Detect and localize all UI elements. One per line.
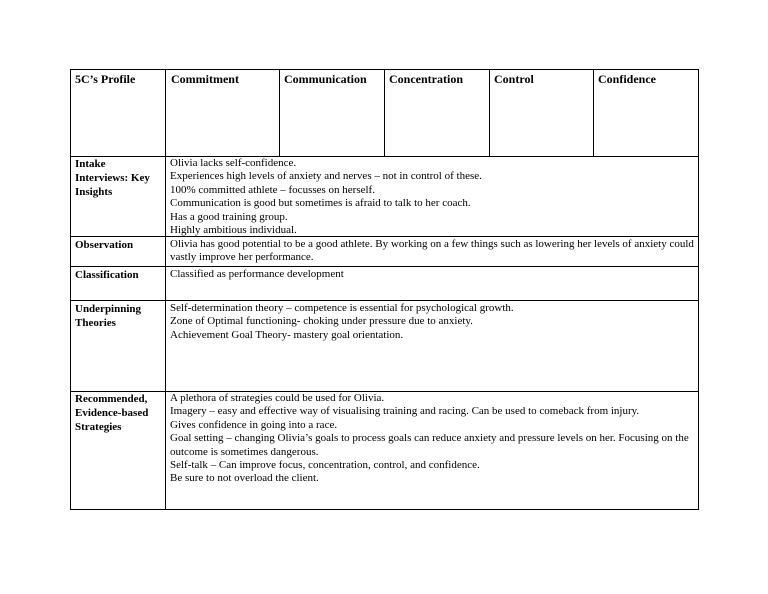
text-line: Goal setting – changing Olivia’s goals to process goals can reduce anxiety and pressure levels on her. Focusing on the outcome is sometimes dangerous. bbox=[170, 432, 689, 458]
header-control: Control bbox=[494, 72, 534, 86]
text-line: Has a good training group. bbox=[170, 210, 288, 223]
text-line: Gives confidence in going into a race. bbox=[170, 418, 338, 431]
row-label-intake: Intake Interviews: Key Insights bbox=[75, 158, 150, 198]
text-line: Olivia has good potential to be a good athlete. By working on a few things such as lowering her levels of anxiety could vastly improve her performance. bbox=[170, 238, 694, 264]
text-line: Imagery – easy and effective way of visualising training and racing. Can be used to comeback from injury. bbox=[170, 405, 640, 418]
text-line: Highly ambitious individual. bbox=[170, 224, 297, 237]
row-text-classification bbox=[170, 268, 694, 281]
header-profile: 5C’s Profile bbox=[75, 72, 136, 86]
column-divider bbox=[384, 69, 385, 157]
text-line: Achievement Goal Theory- mastery goal orientation. bbox=[170, 328, 404, 341]
header-confidence: Confidence bbox=[598, 72, 656, 86]
header-commitment: Commitment bbox=[171, 72, 239, 86]
row-label-observation: Observation bbox=[75, 239, 134, 251]
row-text-strategies bbox=[170, 392, 694, 486]
row-text-observation bbox=[170, 238, 694, 265]
row-label-theories: Underpinning Theories bbox=[75, 303, 142, 329]
header-communication: Communication bbox=[284, 72, 367, 86]
text-line: 100% committed athlete – focusses on herself. bbox=[170, 183, 375, 196]
row-text-theories bbox=[170, 302, 694, 342]
text-line: Zone of Optimal functioning- choking under pressure due to anxiety. bbox=[170, 315, 473, 328]
text-line: Classified as performance development bbox=[170, 268, 344, 280]
text-line: Be sure to not overload the client. bbox=[170, 472, 319, 485]
text-line: Communication is good but sometimes is afraid to talk to her coach. bbox=[170, 197, 471, 210]
text-line: Self-determination theory – competence is essential for psychological growth. bbox=[170, 302, 514, 314]
text-line: Olivia lacks self-confidence. bbox=[170, 157, 297, 169]
row-label-classification: Classification bbox=[75, 269, 139, 281]
column-divider bbox=[593, 69, 594, 157]
column-divider bbox=[489, 69, 490, 157]
text-line: Experiences high levels of anxiety and nerves – not in control of these. bbox=[170, 170, 482, 183]
header-concentration: Concentration bbox=[389, 72, 463, 86]
column-divider bbox=[279, 69, 280, 157]
row-label-strategies: Recommended, Evidence-based Strategies bbox=[75, 393, 149, 433]
row-text-intake bbox=[170, 157, 694, 237]
text-line: A plethora of strategies could be used for Olivia. bbox=[170, 392, 385, 404]
column-divider bbox=[165, 69, 166, 510]
text-line: Self-talk – Can improve focus, concentration, control, and confidence. bbox=[170, 459, 480, 472]
